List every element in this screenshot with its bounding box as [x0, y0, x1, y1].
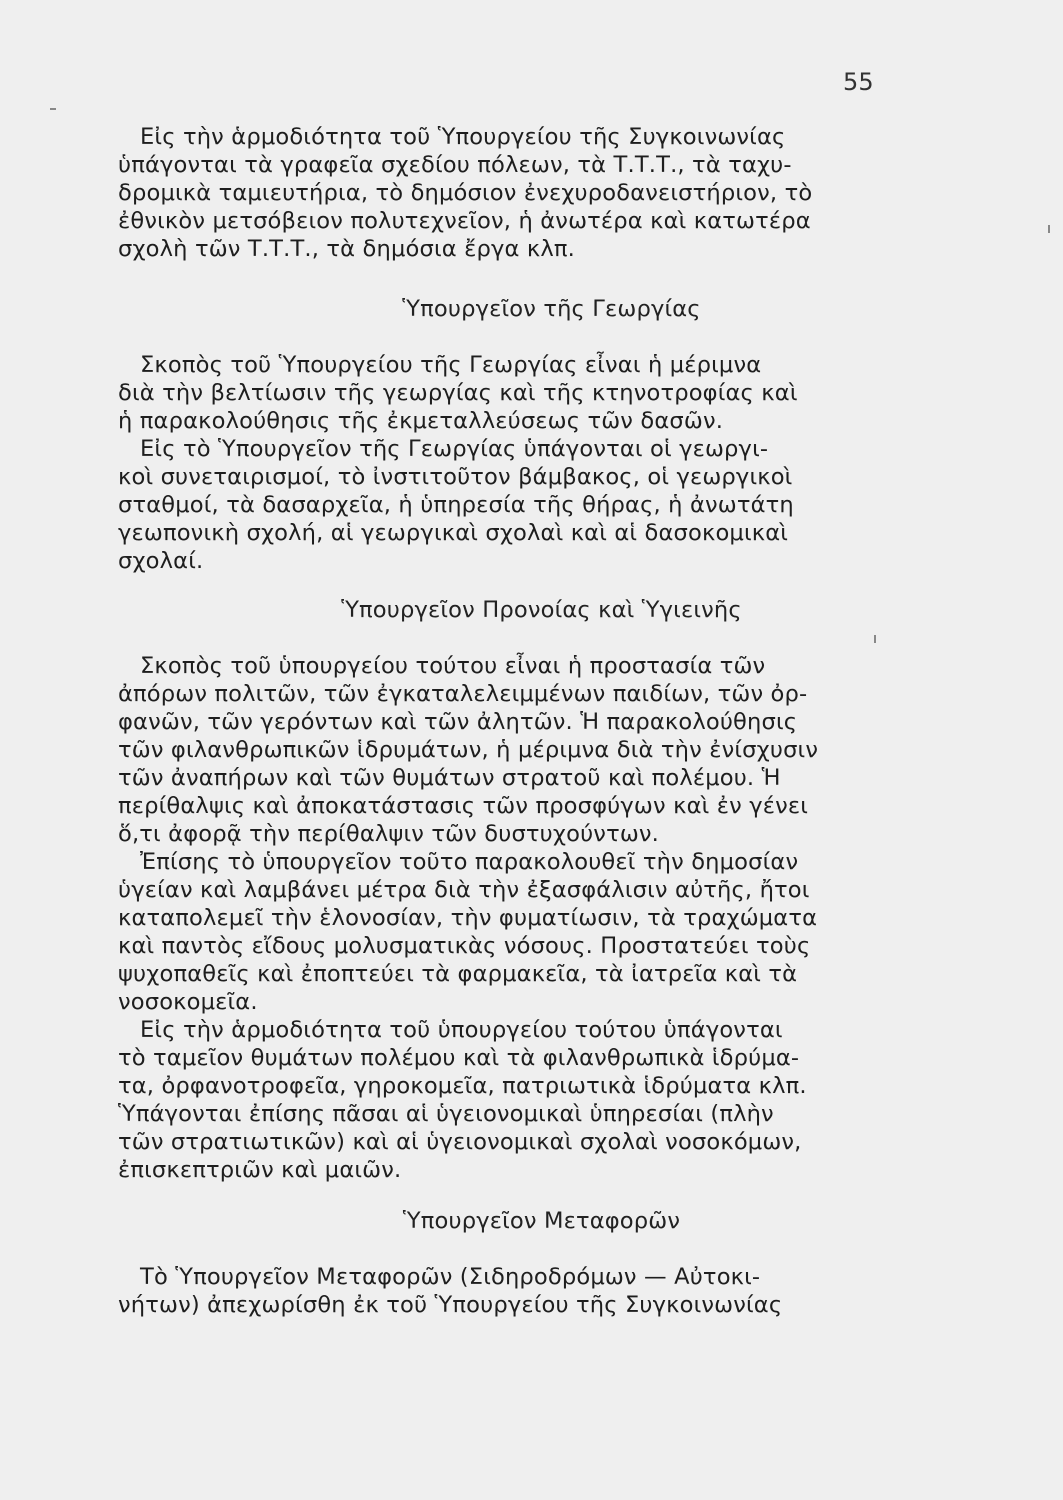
text-line: νήτων) ἀπεχωρίσθη ἐκ τοῦ Ὑπουργείου τῆς Συγκοινωνίας — [118, 1292, 783, 1318]
text-line: ὑπάγονται τὰ γραφεῖα σχεδίου πόλεων, τὰ Τ.Τ.Τ., τὰ ταχυ- — [118, 152, 792, 178]
text-line: διὰ τὴν βελτίωσιν τῆς γεωργίας καὶ τῆς κτηνοτροφίας καὶ — [118, 380, 798, 406]
text-line: ἐθνικὸν μετσόβειον πολυτεχνεῖον, ἡ ἀνωτέρα καὶ κατωτέρα — [118, 208, 811, 234]
text-line: τα, ὀρφανοτροφεῖα, γηροκομεῖα, πατριωτικὰ ἱδρύματα κλπ. — [118, 1073, 807, 1099]
text-line: δρομικὰ ταμιευτήρια, τὸ δημόσιον ἐνεχυροδανειστήριον, τὸ — [118, 180, 813, 206]
text-line: ἀπόρων πολιτῶν, τῶν ἐγκαταλελειμμένων παιδίων, τῶν ὀρ- — [118, 681, 808, 707]
text-line: περίθαλψις καὶ ἀποκατάστασις τῶν προσφύγων καὶ ἐν γένει — [118, 793, 809, 819]
text-line: κοὶ συνεταιρισμοί, τὸ ἰνστιτοῦτον βάμβακος, οἱ γεωργικοὶ — [118, 464, 793, 490]
text-line: καταπολεμεῖ τὴν ἑλονοσίαν, τὴν φυματίωσιν, τὰ τραχώματα — [118, 905, 818, 931]
paragraph-communications — [118, 123, 880, 263]
scan-speck — [50, 108, 56, 110]
scan-speck — [1048, 225, 1050, 233]
text-line: τῶν φιλανθρωπικῶν ἱδρυμάτων, ἡ μέριμνα διὰ τὴν ἐνίσχυσιν — [118, 737, 819, 763]
text-line: Ὑπάγονται ἐπίσης πᾶσαι αἱ ὑγειονομικαὶ ὑπηρεσίαι (πλὴν — [118, 1101, 774, 1127]
page-number: 55 — [843, 68, 874, 96]
text-line: ὑγείαν καὶ λαμβάνει μέτρα διὰ τὴν ἐξασφάλισιν αὐτῆς, ἤτοι — [118, 877, 810, 903]
text-line: Σκοπὸς τοῦ Ὑπουργείου τῆς Γεωργίας εἶναι ἡ μέριμνα — [140, 352, 762, 378]
text-line: σχολὴ τῶν Τ.Τ.Τ., τὰ δημόσια ἔργα κλπ. — [118, 236, 575, 262]
text-line: καὶ παντὸς εἴδους μολυσματικὰς νόσους. Προστατεύει τοὺς — [118, 933, 811, 959]
text-line: τὸ ταμεῖον θυμάτων πολέμου καὶ τὰ φιλανθρωπικὰ ἱδρύμα- — [118, 1045, 800, 1071]
text-line: τῶν στρατιωτικῶν) καὶ αἱ ὑγειονομικαὶ σχολαὶ νοσοκόμων, — [118, 1129, 802, 1155]
text-line: σχολαί. — [118, 548, 204, 574]
paragraph-welfare — [118, 652, 880, 1184]
section-heading-welfare: Ὑπουργεῖον Προνοίας καὶ Ὑγιεινῆς — [341, 597, 742, 623]
text-line: γεωπονικὴ σχολή, αἱ γεωργικαὶ σχολαὶ καὶ αἱ δασοκομικαὶ — [118, 520, 789, 546]
scan-speck — [874, 635, 876, 643]
text-line: ἡ παρακολούθησις τῆς ἐκμεταλλεύσεως τῶν δασῶν. — [118, 408, 724, 434]
text-line: σταθμοί, τὰ δασαρχεῖα, ἡ ὑπηρεσία τῆς θήρας, ἡ ἀνωτάτη — [118, 492, 794, 518]
text-line: ψυχοπαθεῖς καὶ ἐποπτεύει τὰ φαρμακεῖα, τὰ ἰατρεῖα καὶ τὰ — [118, 961, 798, 987]
text-line: Εἰς τὸ Ὑπουργεῖον τῆς Γεωργίας ὑπάγονται οἱ γεωργι- — [140, 436, 769, 462]
section-heading-agriculture: Ὑπουργεῖον τῆς Γεωργίας — [402, 296, 701, 322]
text-line: Εἰς τὴν ἁρμοδιότητα τοῦ Ὑπουργείου τῆς Συγκοινωνίας — [140, 124, 786, 150]
text-line: ἐπισκεπτριῶν καὶ μαιῶν. — [118, 1157, 402, 1183]
text-line: Τὸ Ὑπουργεῖον Μεταφορῶν (Σιδηροδρόμων — Αὐτοκι- — [140, 1264, 761, 1290]
text-line: Εἰς τὴν ἁρμοδιότητα τοῦ ὑπουργείου τούτου ὑπάγονται — [140, 1017, 783, 1043]
text-line: νοσοκομεῖα. — [118, 989, 258, 1015]
text-line: ὅ,τι ἀφορᾷ τὴν περίθαλψιν τῶν δυστυχούντων. — [118, 821, 659, 847]
text-line: Ἐπίσης τὸ ὑπουργεῖον τοῦτο παρακολουθεῖ τὴν δημοσίαν — [140, 849, 799, 875]
text-line: φανῶν, τῶν γερόντων καὶ τῶν ἀλητῶν. Ἡ παρακολούθησις — [118, 709, 798, 735]
text-line: τῶν ἀναπήρων καὶ τῶν θυμάτων στρατοῦ καὶ πολέμου. Ἡ — [118, 765, 781, 791]
text-line: Σκοπὸς τοῦ ὑπουργείου τούτου εἶναι ἡ προστασία τῶν — [140, 653, 766, 679]
section-heading-transport-final: Ὑπουργεῖον Μεταφορῶν — [402, 1208, 681, 1234]
paragraph-transport — [118, 1263, 880, 1319]
paragraph-agriculture — [118, 351, 880, 575]
